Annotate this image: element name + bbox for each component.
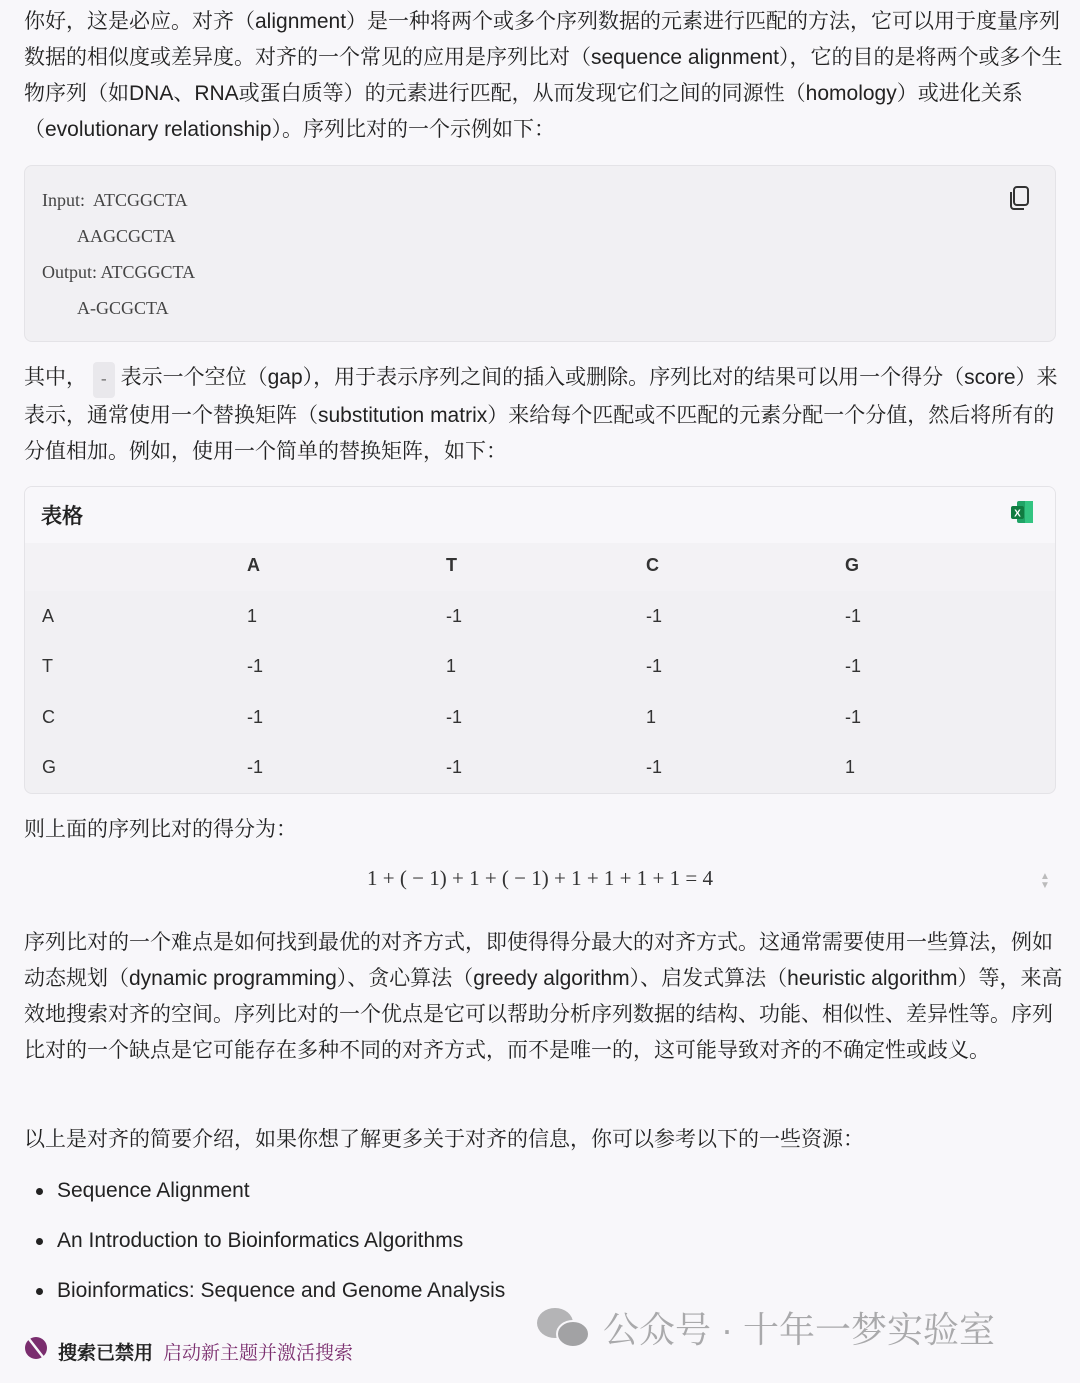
text: 其中，	[24, 366, 87, 389]
wechat-icon	[535, 1306, 591, 1350]
gap-symbol: -	[93, 362, 115, 398]
table-cell: -1	[845, 656, 862, 676]
text: 表示一个空位（gap），用于表示序列之间的插入或删除。序列比对的结果可以用一个得分（score）来表示，通常使用一个替换矩阵（substitution matrix）来给每个匹配或不匹配的元素分配一个分值，然后将所有的分值相加。例如，使用一个简单的替换矩阵，如下：	[24, 366, 1058, 463]
code-line: Output: ATCGGCTA	[42, 262, 196, 282]
table-cell: -1	[845, 707, 862, 727]
table-cell: 1	[247, 606, 258, 626]
score-equation: 1 + ( − 1) + 1 + ( − 1) + 1 + 1 + 1 + 1 = 4	[367, 866, 713, 890]
code-line: A-GCGCTA	[42, 298, 169, 318]
row-label: G	[42, 757, 57, 777]
search-disabled-icon	[24, 1336, 48, 1366]
table-header-row	[25, 543, 1055, 591]
gap-paragraph	[24, 360, 1064, 470]
substitution-matrix-table	[24, 486, 1056, 794]
table-cell: -1	[446, 707, 463, 727]
link-text[interactable]: Sequence Alignment	[57, 1179, 250, 1202]
row-label: A	[42, 606, 55, 626]
column-header: A	[247, 555, 260, 575]
code-line: AAGCGCTA	[42, 226, 176, 246]
scroll-arrows-icon[interactable]: ▲ ▼	[1040, 871, 1050, 891]
table-cell: -1	[646, 656, 663, 676]
bullet	[36, 1288, 43, 1295]
table-header	[25, 487, 1055, 543]
svg-text:X: X	[1014, 508, 1021, 520]
watermark-text: 公众号 · 十年一梦实验室	[603, 1309, 995, 1350]
resource-link[interactable]	[36, 1279, 505, 1303]
algorithm-paragraph: 序列比对的一个难点是如何找到最优的对齐方式，即使得得分最大的对齐方式。这通常需要使用一些算法，例如动态规划（dynamic programming）、贪心算法（greedy algorithm）、启发式算法（heuristic algorithm）等，来高效地搜索对齐的空间。序列比对的一个优点是它可以帮助分析序列数据的结构、功能、相似性、差异性等。序列比对的一个缺点是它可能存在多种不同的对齐方式，而不是唯一的，这可能导致对齐的不确定性或歧义。	[24, 931, 1063, 1062]
table-cell: -1	[446, 757, 463, 777]
resource-link[interactable]	[36, 1179, 250, 1203]
link-text[interactable]: An Introduction to Bioinformatics Algorithms	[57, 1229, 464, 1252]
code-block	[24, 165, 1056, 342]
excel-icon[interactable]	[1009, 499, 1035, 531]
table-cell: -1	[247, 707, 264, 727]
column-header: C	[646, 555, 659, 575]
search-status: 搜索已禁用	[58, 1342, 154, 1364]
copy-icon[interactable]	[1007, 184, 1033, 212]
watermark	[535, 1302, 995, 1353]
activate-search-link[interactable]: 启动新主题并激活搜索	[163, 1342, 354, 1364]
table-cell: -1	[247, 757, 264, 777]
row-label: C	[42, 707, 55, 727]
link-text[interactable]: Bioinformatics: Sequence and Genome Analysis	[57, 1279, 506, 1302]
resources-intro: 以上是对齐的简要介绍，如果你想了解更多关于对齐的信息，你可以参考以下的一些资源：	[24, 1128, 864, 1151]
table-cell: 1	[646, 707, 657, 727]
table-cell: 1	[446, 656, 457, 676]
bullet	[36, 1188, 43, 1195]
code-line: Input: ATCGGCTA	[42, 190, 188, 210]
column-header: T	[446, 555, 457, 575]
intro-paragraph: 你好，这是必应。对齐（alignment）是一种将两个或多个序列数据的元素进行匹配的方法，它可以用于度量序列数据的相似度或差异度。对齐的一个常见的应用是序列比对（sequence alignment），它的目的是将两个或多个生物序列（如DNA、RNA或蛋白质等）的元素进行匹配，从而发现它们之间的同源性（homology）或进化关系（evolutionary relationship）。序列比对的一个示例如下：	[24, 10, 1063, 141]
table-cell: -1	[247, 656, 264, 676]
table-cell: -1	[845, 606, 862, 626]
table-cell: 1	[845, 757, 856, 777]
table-cell: -1	[646, 757, 663, 777]
table-title: 表格	[41, 505, 83, 528]
score-intro: 则上面的序列比对的得分为：	[24, 818, 297, 841]
column-header: G	[845, 555, 860, 575]
table-cell: -1	[646, 606, 663, 626]
table-cell: -1	[446, 606, 463, 626]
search-status-bar	[24, 1336, 353, 1366]
row-label: T	[42, 656, 53, 676]
bullet	[36, 1238, 43, 1245]
resource-link[interactable]	[36, 1229, 463, 1253]
